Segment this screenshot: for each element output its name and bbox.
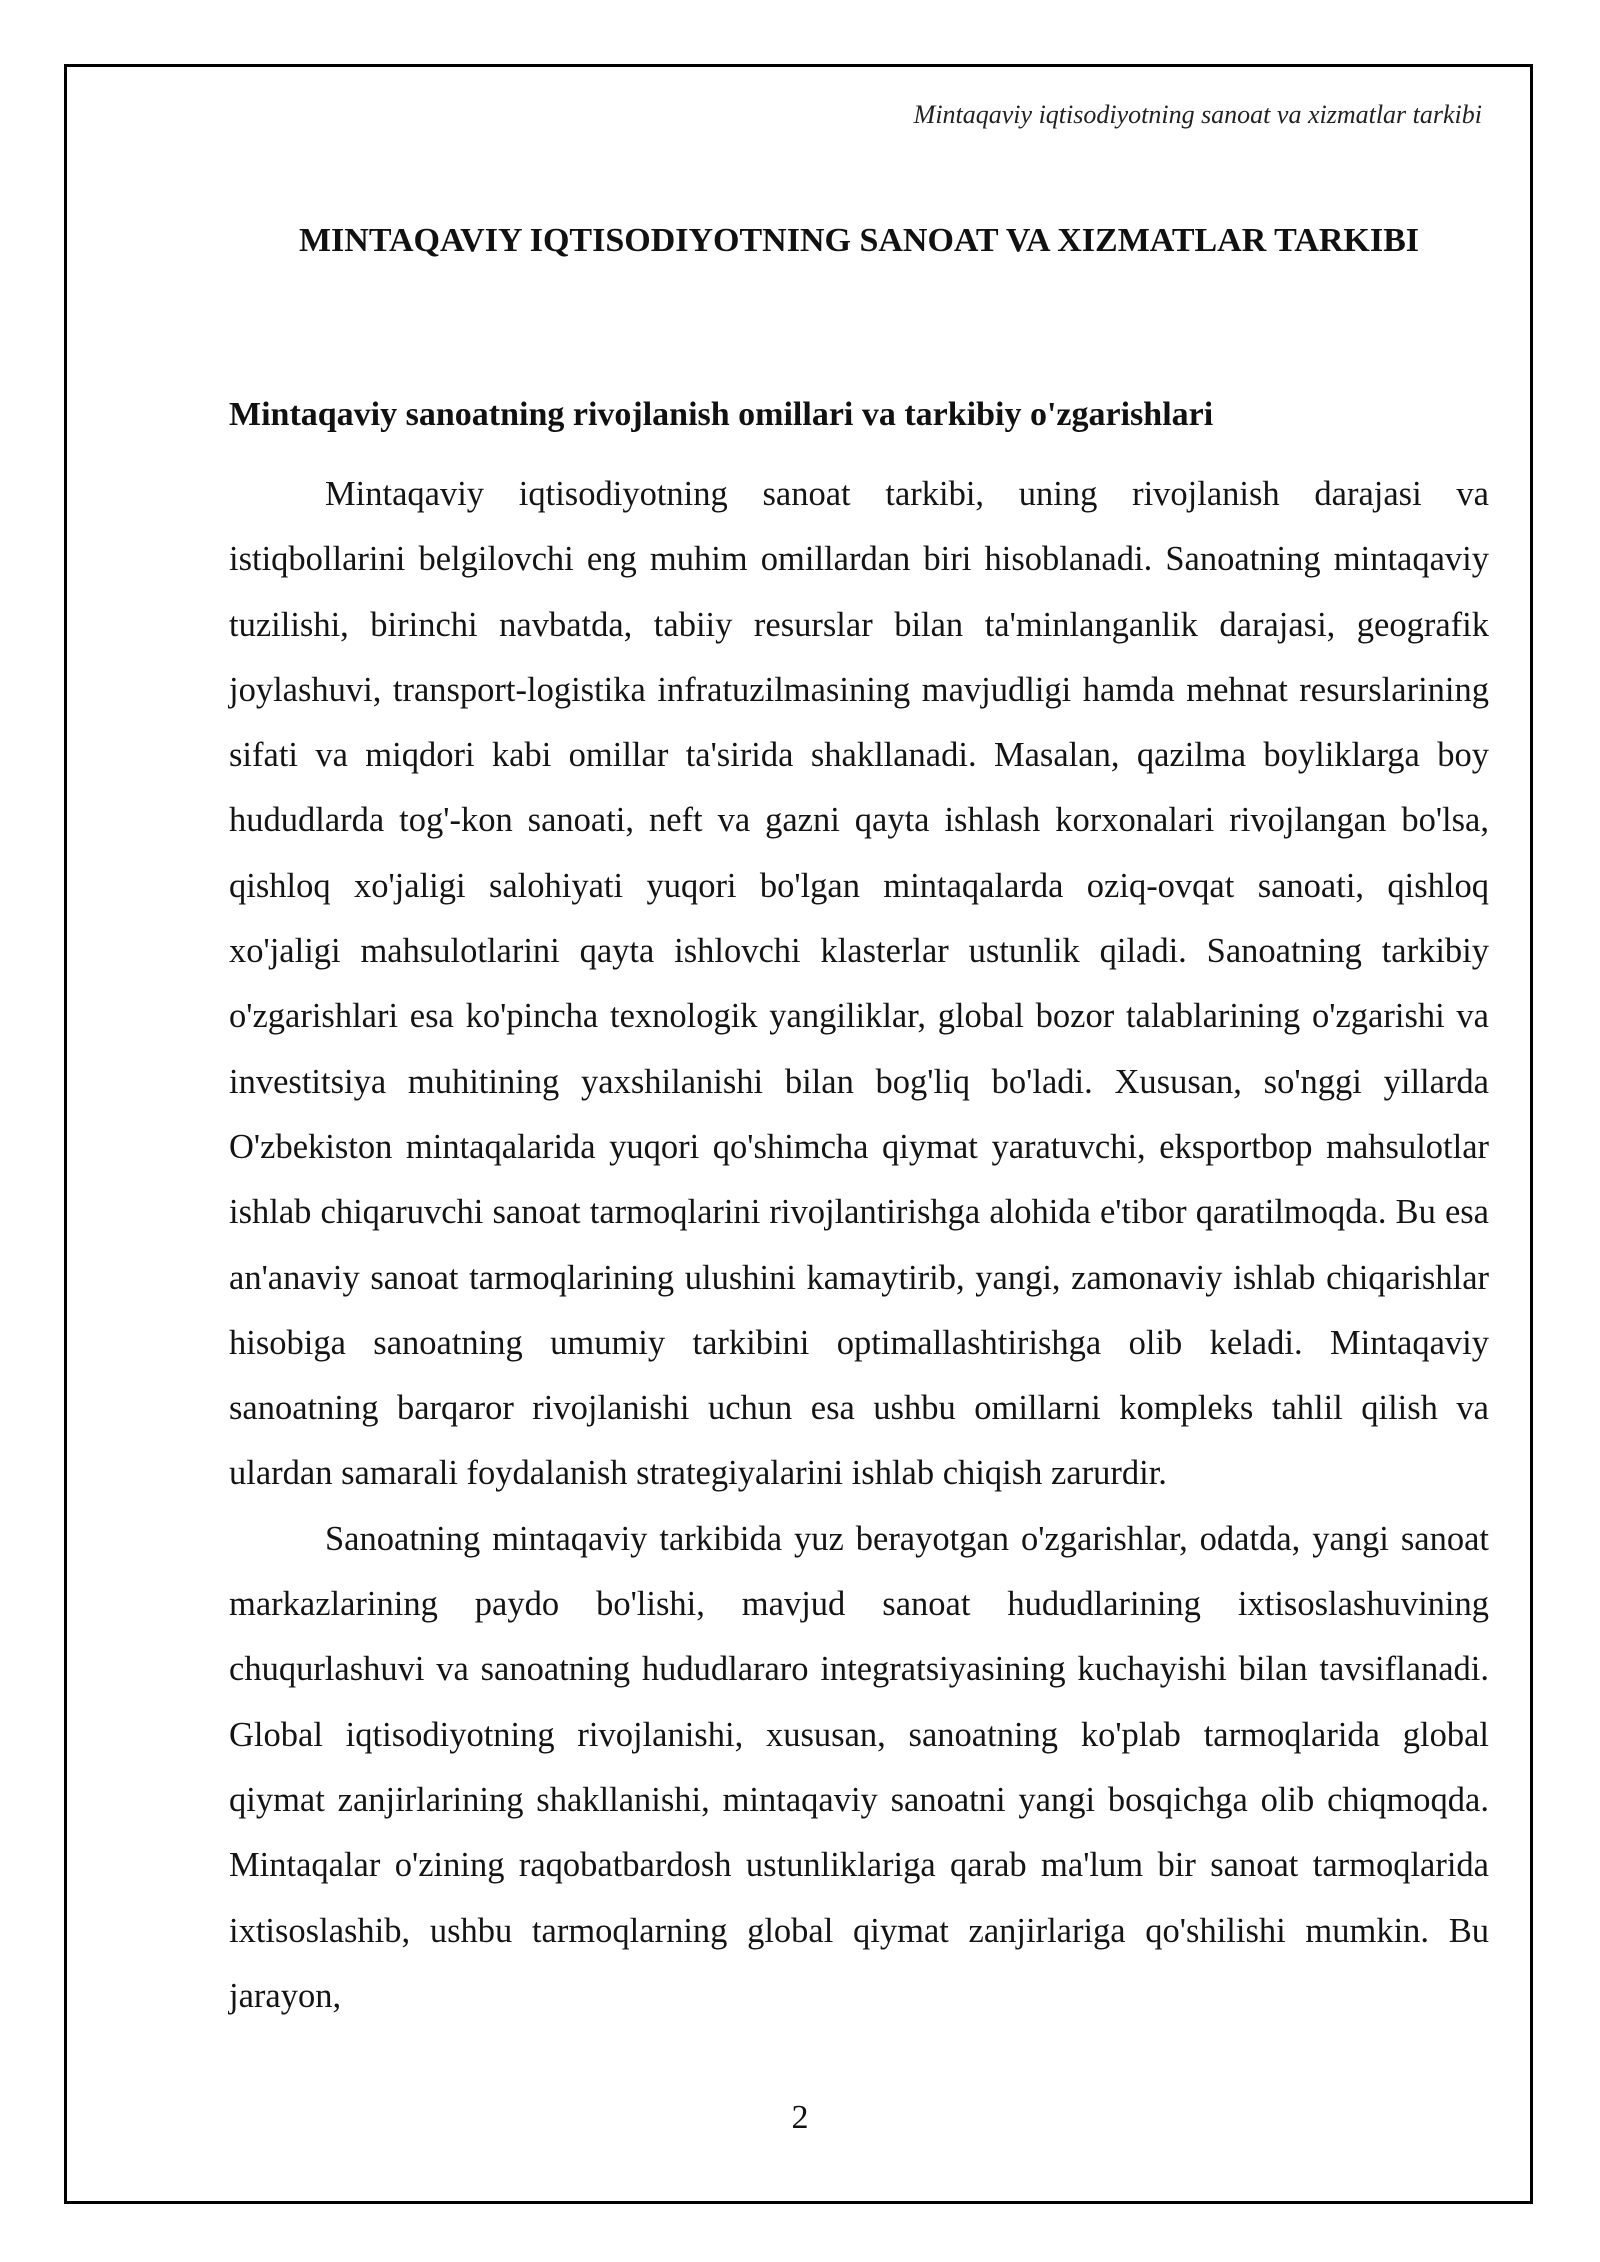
paragraph: Mintaqaviy iqtisodiyotning sanoat tarkibi, uning rivojlanish darajasi va istiqbollarini belgilovchi eng muhim omillardan biri hisoblanadi. Sanoatning mintaqaviy tuzilishi, birinchi navbatda, tabiiy resurslar bilan ta'minlanganlik darajasi, geografik joylashuvi, transport-logistika infratuzilmasining mavjudligi hamda mehnat resurslarining sifati va miqdori kabi omillar ta'sirida shakllanadi. Masalan, qazilma boyliklarga boy hududlarda tog'-kon sanoati, neft va gazni qayta ishlash korxonalari rivojlangan bo'lsa, qishloq xo'jaligi salohiyati yuqori bo'lgan mintaqalarda oziq-ovqat sanoati, qishloq xo'jaligi mahsulotlarini qayta ishlovchi klasterlar ustunlik qiladi. Sanoatning tarkibiy o'zgarishlari esa ko'pincha texnologik yangiliklar, global bozor talablarining o'zgarishi va investitsiya muhitining yaxshilanishi bilan bog'liq bo'ladi. Xususan, so'nggi yillarda O'zbekiston mintaqalarida yuqori qo'shimcha qiymat yaratuvchi, eksportbop mahsulotlar ishlab chiqaruvchi sanoat tarmoqlarini rivojlantirishga alohida e'tibor qaratilmoqda. Bu esa an'anaviy sanoat tarmoqlarining ulushini kamaytirib, yangi, zamonaviy ishlab chiqarishlar hisobiga sanoatning umumiy tarkibini optimallashtirishga olib keladi. Mintaqaviy sanoatning barqaror rivojlanishi uchun esa ushbu omillarni kompleks tahlil qilish va ulardan samarali foydalanish strategiyalarini ishlab chiqish zarurdir. — [229, 475, 1489, 1493]
paragraph: Sanoatning mintaqaviy tarkibida yuz berayotgan o'zgarishlar, odatda, yangi sanoat markazlarining paydo bo'lishi, mavjud sanoat hududlarining ixtisoslashuvining chuqurlashuvi va sanoatning hududlararo integratsiyasining kuchayishi bilan tavsiflanadi. Global iqtisodiyotning rivojlanishi, xususan, sanoatning ko'plab tarmoqlarida global qiymat zanjirlarining shakllanishi, mintaqaviy sanoatni yangi bosqichga olib chiqmoqda. Mintaqalar o'zining raqobatbardosh ustunliklariga qarab ma'lum bir sanoat tarmoqlarida ixtisoslashib, ushbu tarmoqlarning global qiymat zanjirlariga qo'shilishi mumkin. Bu jarayon, — [229, 1519, 1489, 2015]
running-header: Mintaqaviy iqtisodiyotning sanoat va xizmatlar tarkibi — [913, 100, 1482, 129]
document-title: MINTAQAVIY IQTISODIYOTNING SANOAT VA XIZMATLAR TARKIBI — [298, 222, 1420, 259]
section-heading: Mintaqaviy sanoatning rivojlanish omillari va tarkibiy o'zgarishlari — [229, 396, 1214, 433]
page-number: 2 — [791, 2099, 809, 2136]
body-text — [229, 462, 1489, 2029]
